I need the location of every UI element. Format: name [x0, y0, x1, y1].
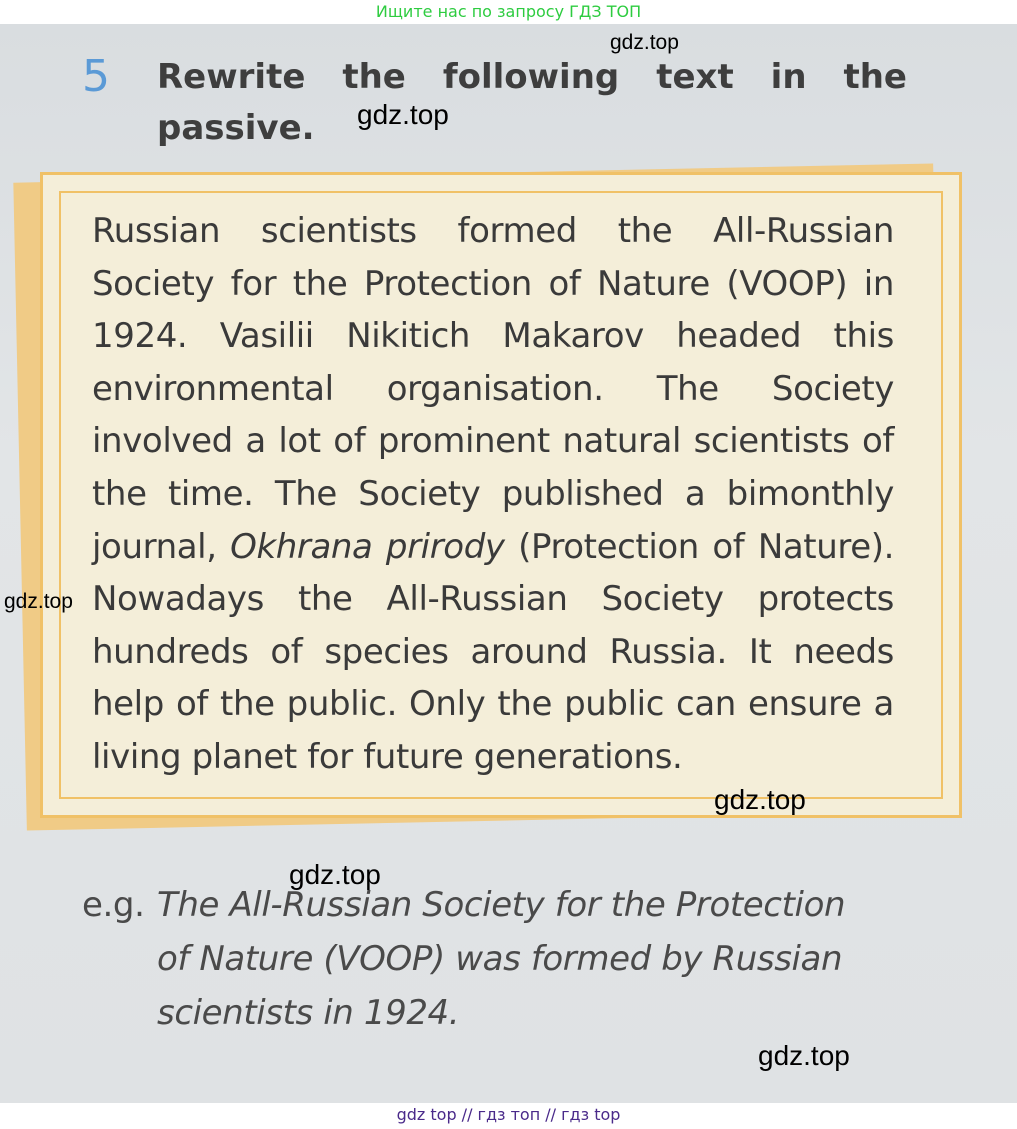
example-rest: of Nature (VOOP) was formed by Russian scientists in 1924.	[157, 939, 843, 1033]
watermark: gdz.top	[289, 859, 381, 890]
watermark: gdz.top	[357, 99, 449, 130]
watermark: gdz.top	[4, 590, 73, 613]
footer-links: gdz top // гдз топ // гдз top	[0, 1103, 1017, 1129]
passage-part-2: (Protection of Nature). Nowadays the All-Russian Society protects hundreds of species around Russia. It needs help of the public. Only the public can ensure a living planet for future generations.	[92, 526, 894, 777]
journal-title: Okhrana prirody	[230, 526, 505, 567]
exercise-instruction: Rewrite the following text in the passive.	[157, 57, 907, 148]
watermark: gdz.top	[610, 31, 679, 54]
example-line-1: The All-Russian Society for the Protection	[157, 885, 846, 925]
top-banner: Ищите нас по запросу ГДЗ ТОП	[0, 0, 1017, 24]
passage-text	[92, 205, 894, 784]
exercise-number: 5	[82, 51, 110, 102]
watermark: gdz.top	[714, 784, 806, 815]
watermark: gdz.top	[758, 1040, 850, 1071]
passage-part-1: Russian scientists formed the All-Russian Society for the Protection of Nature (VOOP) in 1924. Vasilii Nikitich Makarov headed this environmental organisation. The Society involved a lot of prominent natural scientists of the time. The Society published a bimonthly journal,	[92, 211, 894, 567]
example-label: e.g.	[82, 885, 145, 925]
example-answer	[82, 878, 902, 1040]
